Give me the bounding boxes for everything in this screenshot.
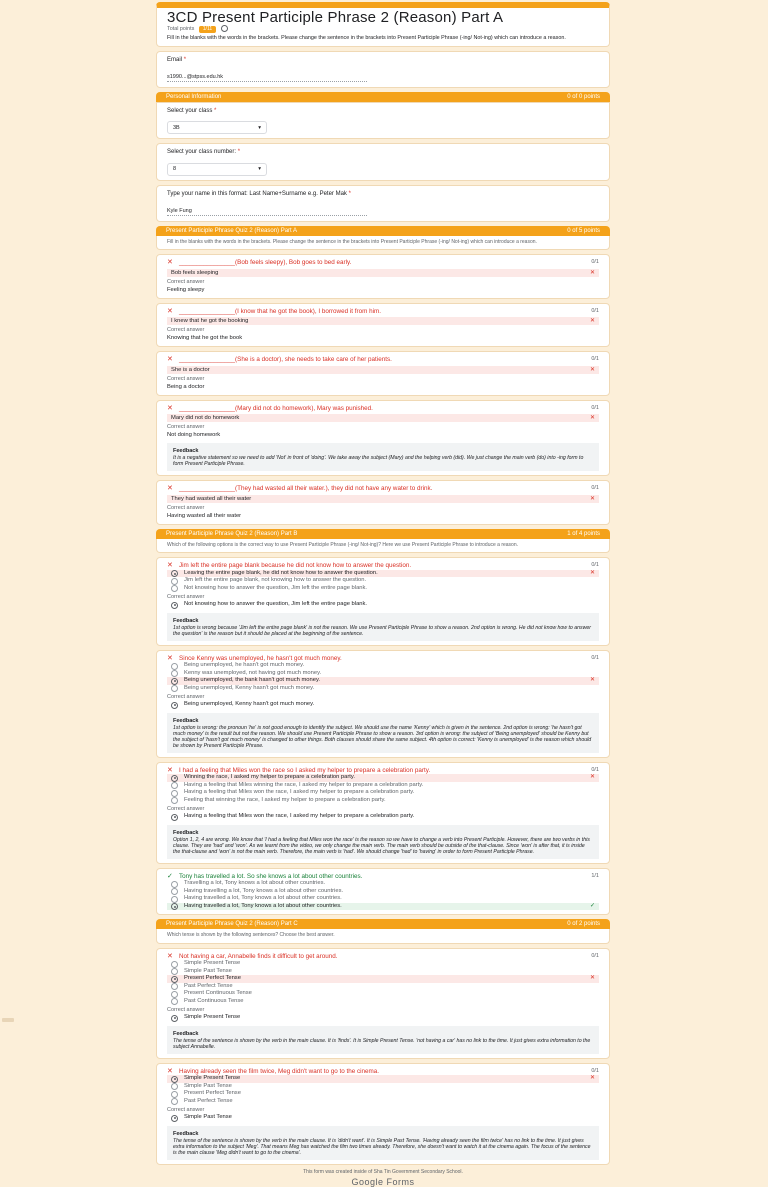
cross-icon: ✕ [167, 1067, 173, 1075]
question-text: Tony has travelled a lot. So she knows a lot about other countries. [179, 872, 363, 880]
footer-note: This form was created inside of Sha Tin Government Secondary School. [303, 1168, 463, 1175]
correct-answer-label: Correct answer [167, 1107, 205, 1114]
feedback-title: Feedback [173, 617, 199, 624]
question-card [156, 948, 610, 1059]
cross-icon: ✕ [589, 569, 595, 576]
radio-icon [171, 585, 178, 592]
section-title: Personal Information [166, 93, 222, 100]
feedback-text: The tense of the sentence is shown by the verb in the main clause. It is 'didn't want'. It is Simple Past Tense. 'Having already seen the film twice' has no link to the time. It just gives extra information to the subject 'Meg'. That means Meg has watched the film two times already. Therefore, she doesn't want to watch it at the cinema again. The focus of the sentence is the main clause 'Meg didn't want to go to the cinema'. [173, 1137, 591, 1156]
radio-icon [171, 775, 178, 782]
correct-answer-label: Correct answer [167, 694, 205, 701]
correct-answer-label: Correct answer [167, 504, 205, 511]
correct-answer: Having wasted all their water [167, 512, 242, 519]
option-radio[interactable]: Present Perfect Tense [167, 1090, 599, 1098]
section-points: 1 of 4 points [567, 530, 600, 537]
option-radio[interactable]: Having travelled a lot, Tony knows a lot about other countries. ✓ [167, 903, 599, 911]
correct-answer: Not knowing how to answer the question, Jim left the entire page blank. [167, 601, 599, 609]
radio-icon [171, 1098, 178, 1105]
radio-icon [171, 983, 178, 990]
question-card [156, 480, 610, 525]
class-select[interactable] [167, 121, 267, 134]
answer-wrong: She is a doctor ✕ [167, 366, 599, 374]
question-card [156, 351, 610, 396]
option-radio[interactable]: Simple Past Tense [167, 968, 599, 976]
option-radio[interactable]: Kenny was unemployed, not having got much money. [167, 670, 599, 678]
correct-answer: Being unemployed, Kenny hasn't got much money. [167, 701, 599, 709]
option-radio[interactable]: Being unemployed, Kenny hasn't got much money. [167, 685, 599, 693]
number-label: Select your class number: * [167, 149, 241, 156]
radio-icon [171, 991, 178, 998]
correct-answer: Feeling sleepy [167, 286, 205, 293]
section-title: Present Participle Phrase Quiz 2 (Reason) Part C [166, 921, 298, 928]
number-select[interactable] [167, 163, 267, 176]
option-radio[interactable]: Leaving the entire page blank, he did not know how to answer the question. ✕ [167, 570, 599, 578]
radio-icon [171, 670, 178, 677]
radio-icon [171, 782, 178, 789]
answer-wrong: I knew that he got the booking ✕ [167, 317, 599, 325]
feedback-box [167, 443, 599, 471]
radio-icon [171, 578, 178, 585]
radio-icon [171, 678, 178, 685]
question-text: Since Kenny was unemployed, he hasn't got much money. [179, 654, 342, 662]
radio-icon [171, 903, 178, 910]
feedback-text: It is a negative statement so we need to add 'Not' in front of 'doing'. We take away the subject (Mary) and the helping verb (did). We just change the main verb (do) into -ing form to form Present Participle Phrase. [173, 455, 584, 468]
cross-icon: ✕ [589, 415, 595, 422]
name-value: Kyle Fung [167, 207, 367, 216]
question-card [156, 868, 610, 916]
question-score: 0/1 [591, 766, 599, 773]
radio-icon [171, 976, 178, 983]
cross-icon: ✕ [589, 366, 595, 373]
radio-icon [171, 896, 178, 903]
option-radio[interactable]: Having a feeling that Miles won the race, I asked my helper to prepare a celebration party. [167, 789, 599, 797]
radio-icon [171, 1115, 178, 1122]
cross-icon: ✕ [167, 307, 173, 315]
question-card [156, 400, 610, 477]
question-score: 0/1 [591, 654, 599, 661]
email-card [156, 51, 610, 88]
number-value: 8 [173, 166, 177, 173]
class-value: 3B [173, 124, 180, 131]
feedback-title: Feedback [173, 1130, 199, 1137]
email-label: Email * [167, 56, 187, 63]
section-header-personal [156, 92, 610, 102]
radio-icon [171, 570, 178, 577]
question-text: ________________(She is a doctor), she needs to take care of her patients. [179, 356, 392, 364]
correct-answer: Not doing homework [167, 432, 221, 439]
cross-icon: ✕ [589, 495, 595, 502]
cross-icon: ✕ [589, 318, 595, 325]
form-column [156, 2, 610, 1187]
radio-icon [171, 1076, 178, 1083]
feedback-box [167, 1126, 599, 1160]
answer-wrong: Bob feels sleeping ✕ [167, 269, 599, 277]
question-text: Not having a car, Annabelle finds it difficult to get around. [179, 952, 338, 960]
check-icon: ✓ [167, 872, 173, 880]
cross-icon: ✕ [167, 562, 173, 570]
option-radio[interactable]: Past Perfect Tense [167, 983, 599, 991]
feedback-title: Feedback [173, 829, 199, 836]
name-label: Type your name in this format: Last Name+Surname e.g. Peter Mak * [167, 190, 351, 197]
correct-answer: Being a doctor [167, 383, 205, 390]
google-forms-logo[interactable]: Google Forms [351, 1176, 415, 1187]
radio-icon [171, 1083, 178, 1090]
feedback-text: 1st option is wrong: the pronoun 'he' is not good enough to identify the subject. We should use the name 'Kenny' which is given in the sentence. 2nd option is wrong: 'he hasn't got much money' is the result but not the reason. We should use Present Participle Phrase to show a reason. 3rd option is wrong: the subject of 'Being unemployed' should be Kenny but the subject of 'hasn't got much money' is changed to other things. Both clauses should share the same subject. 4th option is correct: 'Kenny is unemployed' is the reason which should be shown by Present Participle Phrase. [173, 724, 592, 749]
question-score: 0/1 [591, 485, 599, 492]
total-points-value: 1/11 [199, 26, 216, 33]
feedback-box [167, 713, 599, 753]
section-points: 0 of 2 points [567, 921, 600, 928]
question-text: I had a feeling that Miles won the race so I asked my helper to prepare a celebration party. [179, 766, 431, 774]
question-text: Having already seen the film twice, Meg didn't want to go to the cinema. [179, 1067, 380, 1075]
correct-answer-label: Correct answer [167, 1007, 205, 1014]
email-value: s1990...@stpss.edu.hk [167, 73, 367, 82]
radio-icon [171, 790, 178, 797]
feedback-box [167, 1026, 599, 1054]
cross-icon: ✕ [589, 677, 595, 684]
correct-answer: Knowing that he got the book [167, 335, 243, 342]
option-radio[interactable]: Having travelling a lot, Tony knows a lot about other countries. [167, 888, 599, 896]
answer-wrong: They had wasted all their water ✕ [167, 495, 599, 503]
option-radio[interactable]: Present Continuous Tense [167, 990, 599, 998]
correct-answer: Simple Past Tense [167, 1114, 599, 1122]
form-title-card [156, 2, 610, 47]
section-header-part-b [156, 529, 610, 539]
feedback-box [167, 613, 599, 641]
cross-icon: ✕ [167, 259, 173, 267]
radio-icon [171, 602, 178, 609]
option-radio[interactable]: Being unemployed, the bank hasn't got much money. ✕ [167, 677, 599, 685]
check-icon: ✓ [589, 902, 595, 909]
corner-thumbnail [2, 1018, 14, 1022]
question-text: Jim left the entire page blank because he did not know how to answer the question. [179, 562, 412, 570]
question-card [156, 1063, 610, 1165]
section-header-part-a [156, 226, 610, 236]
option-radio[interactable]: Winning the race, I asked my helper to prepare a celebration party. ✕ [167, 774, 599, 782]
question-score: 1/1 [591, 872, 599, 879]
form-description: Fill in the blanks with the words in the brackets. Please change the sentence in the brackets into Present Participle Phrase (-ing/ Not-ing) which can introduce a reason. [167, 34, 566, 41]
option-radio[interactable]: Having a feeling that Miles winning the race, I asked my helper to prepare a celebration party. [167, 782, 599, 790]
section-description: Fill in the blanks with the words in the brackets. Please change the sentence in the brackets into Present Participle Phrase (-ing/ Not-ing) which can introduce a reason. [156, 236, 610, 251]
question-card [156, 254, 610, 299]
cross-icon: ✕ [589, 975, 595, 982]
section-points: 0 of 0 points [567, 93, 600, 100]
correct-answer-label: Correct answer [167, 327, 205, 334]
cross-icon: ✕ [167, 404, 173, 412]
section-header-part-c [156, 919, 610, 929]
cross-icon: ✕ [589, 269, 595, 276]
feedback-title: Feedback [173, 717, 199, 724]
option-radio[interactable]: Jim left the entire page blank, not knowing how to answer the question. [167, 577, 599, 585]
feedback-title: Feedback [173, 448, 199, 455]
cross-icon: ✕ [589, 774, 595, 781]
class-card [156, 102, 610, 140]
radio-icon [171, 1015, 178, 1022]
section-title: Present Participle Phrase Quiz 2 (Reason) Part B [166, 530, 298, 537]
option-radio[interactable]: Past Continuous Tense [167, 998, 599, 1006]
section-title: Present Participle Phrase Quiz 2 (Reason) Part A [166, 227, 298, 234]
feedback-title: Feedback [173, 1030, 199, 1037]
radio-icon [171, 881, 178, 888]
option-radio[interactable]: Present Perfect Tense ✕ [167, 975, 599, 983]
name-card [156, 185, 610, 222]
radio-icon [171, 888, 178, 895]
option-radio[interactable]: Simple Present Tense ✕ [167, 1075, 599, 1083]
question-score: 0/1 [591, 404, 599, 411]
question-score: 0/1 [591, 1067, 599, 1074]
cross-icon: ✕ [589, 1075, 595, 1082]
question-card [156, 762, 610, 864]
section-description: Which of the following options is the correct way to use Present Participle Phrase (-ing/ Not-ing)? Here we use Present Participle Phrase to introduce a reason. [156, 539, 610, 554]
total-points-label: Total points [167, 25, 195, 32]
option-radio[interactable]: Having travelled a lot, Tony knows a lot about other countries. [167, 895, 599, 903]
question-score: 0/1 [591, 259, 599, 266]
correct-answer-label: Correct answer [167, 375, 205, 382]
feedback-text: Option 1, 2, 4 are wrong. We know that 'I had a feeling that Miles won the race' is the reason so we have to change a verb into Present Participle. However, there are two verbs in this clause. They are 'had' and 'won'. As we learnt from the video, we only change the main verb. The main verb should be outside of the that-clause. Since 'won' is after that, it is inside the that-clause and 'won' is not the main verb. Therefore, the main verb is 'had'. We should change 'had' to 'having' in order to form Present Participle Phrase. [173, 836, 590, 855]
question-text: ________________(I know that he got the book), I borrowed it from him. [179, 307, 381, 315]
question-score: 0/1 [591, 307, 599, 314]
correct-answer-label: Correct answer [167, 278, 205, 285]
chevron-down-icon: ▾ [258, 124, 261, 131]
option-radio[interactable]: Past Perfect Tense [167, 1098, 599, 1106]
option-radio[interactable]: Travelling a lot, Tony knows a lot about other countries. [167, 880, 599, 888]
number-card [156, 143, 610, 181]
option-radio[interactable]: Not knowing how to answer the question, Jim left the entire page blank. [167, 585, 599, 593]
info-icon [221, 25, 228, 32]
question-text: ________________(Mary did not do homework), Mary was punished. [179, 404, 373, 412]
radio-icon [171, 685, 178, 692]
cross-icon: ✕ [167, 485, 173, 493]
radio-icon [171, 968, 178, 975]
radio-icon [171, 998, 178, 1005]
cross-icon: ✕ [167, 356, 173, 364]
section-description: Which tense is shown by the following sentences? Choose the best answer. [156, 929, 610, 944]
radio-icon [171, 1091, 178, 1098]
question-card [156, 303, 610, 348]
question-score: 0/1 [591, 952, 599, 959]
feedback-box [167, 825, 599, 859]
cross-icon: ✕ [167, 766, 173, 774]
correct-answer-label: Correct answer [167, 806, 205, 813]
question-score: 0/1 [591, 356, 599, 363]
radio-icon [171, 663, 178, 670]
total-points [167, 25, 599, 33]
correct-answer-label: Correct answer [167, 424, 205, 431]
question-card [156, 650, 610, 758]
option-radio[interactable]: Feeling that winning the race, I asked my helper to prepare a celebration party. [167, 797, 599, 805]
question-card [156, 557, 610, 646]
class-label: Select your class * [167, 107, 217, 114]
option-radio[interactable]: Being unemployed, he hasn't got much money. [167, 662, 599, 670]
feedback-text: The tense of the sentence is shown by the verb in the main clause. It is 'finds'. It is Simple Present Tense. 'not having a car' has no link to the time. It just gives extra information to the subject Annabelle. [173, 1037, 591, 1050]
form-title: 3CD Present Participle Phrase 2 (Reason) Part A [167, 9, 504, 26]
radio-icon [171, 702, 178, 709]
radio-icon [171, 814, 178, 821]
cross-icon: ✕ [167, 952, 173, 960]
radio-icon [171, 797, 178, 804]
correct-answer-label: Correct answer [167, 594, 205, 601]
option-radio[interactable]: Simple Present Tense [167, 960, 599, 968]
answer-wrong: Mary did not do homework ✕ [167, 414, 599, 422]
cross-icon: ✕ [167, 654, 173, 662]
question-text: ________________(They had wasted all their water.), they did not have any water to drink. [179, 485, 433, 493]
chevron-down-icon: ▾ [258, 166, 261, 173]
option-radio[interactable]: Simple Past Tense [167, 1083, 599, 1091]
question-text: ________________(Bob feels sleepy), Bob goes to bed early. [179, 259, 352, 267]
radio-icon [171, 961, 178, 968]
correct-answer: Having a feeling that Miles won the race, I asked my helper to prepare a celebration party. [167, 813, 599, 821]
feedback-text: 1st option is wrong because 'Jim left the entire page blank' is not the reason. We use Present Participle Phrase to show a reason. 2nd option is wrong. He did not know how to answer the question' is the reason but it should be placed at the beginning of the sentence. [173, 624, 591, 637]
section-points: 0 of 5 points [567, 227, 600, 234]
question-score: 0/1 [591, 562, 599, 569]
correct-answer: Simple Present Tense [167, 1014, 599, 1022]
